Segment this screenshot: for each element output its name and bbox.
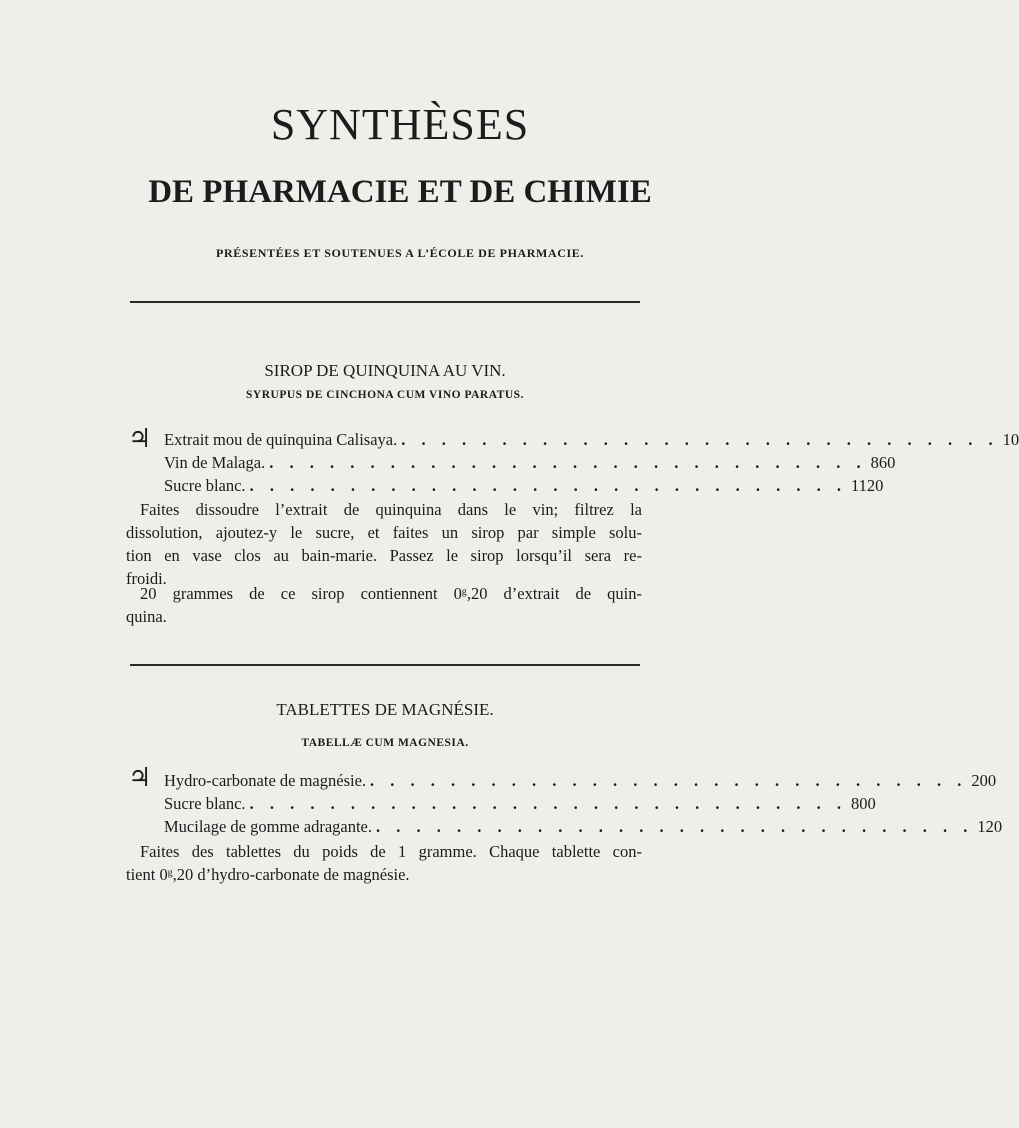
section-divider [130,664,640,666]
ingredient-name: Vin de Malaga. [164,453,266,472]
paragraph-line: Faites des tablettes du poids de 1 gramme. Chaque tablette con- [140,842,642,861]
ingredient-row [164,794,876,817]
ingredient-name: Sucre blanc. [164,476,246,495]
ingredient-row [164,430,1019,453]
dot-leader: . . . . . . . . . . . . . . . . . . . . . . . . . . . . . . [269,453,867,472]
rx-symbol-icon: ♃ [128,424,152,453]
ingredient-name: Hydro-carbonate de magnésie. [164,771,367,790]
instruction-paragraph [126,840,642,886]
rx-symbol-icon: ♃ [128,763,152,792]
ingredient-row [164,771,997,794]
dot-leader: . . . . . . . . . . . . . . . . . . . . . . . . . . . . . . [249,476,847,495]
paragraph-line: tient 0ᵍ,20 d’hydro-carbonate de magnésie. [126,865,410,884]
paragraph-line: Faites dissoudre l’extrait de quinquina dans le vin; filtrez la [140,500,642,519]
ingredient-row [164,476,884,499]
section-divider [130,301,640,303]
ingredient-quantity: 200 [971,771,997,790]
paragraph-line: quina. [126,607,167,626]
dot-leader: . . . . . . . . . . . . . . . . . . . . . . . . . . . . . . [249,794,847,813]
page-subtitle: DE PHARMACIE ET DE CHIMIE [148,174,652,210]
ingredient-name: Sucre blanc. [164,794,246,813]
instruction-paragraph [126,582,642,628]
ingredient-quantity: 860 [870,453,896,472]
paragraph-line: tion en vase clos au bain-marie. Passez le sirop lorsqu’il sera re- [126,546,642,565]
section-latin-title: TABELLÆ CUM MAGNESIA. [301,737,469,749]
ingredient-name: Extrait mou de quinquina Calisaya. [164,430,398,449]
section-title: SIROP DE QUINQUINA AU VIN. [264,361,506,380]
ingredient-name: Mucilage de gomme adragante. [164,817,372,836]
paragraph-line: froidi. [126,569,167,588]
ingredient-row [164,817,1003,840]
section-title: TABLETTES DE MAGNÉSIE. [276,700,494,719]
instruction-paragraph [126,498,642,590]
ingredient-quantity: 10 [1002,430,1019,449]
dot-leader: . . . . . . . . . . . . . . . . . . . . . . . . . . . . . . [376,817,974,836]
dot-leader: . . . . . . . . . . . . . . . . . . . . . . . . . . . . . . [370,771,968,790]
presented-line: PRÉSENTÉES ET SOUTENUES A L’ÉCOLE DE PHARMACIE. [216,246,584,260]
paragraph-line: dissolution, ajoutez-y le sucre, et faites un sirop par simple solu- [126,523,642,542]
section-latin-title: SYRUPUS DE CINCHONA CUM VINO PARATUS. [246,389,524,401]
ingredient-quantity: 800 [850,794,876,813]
ingredient-quantity: 1120 [850,476,884,495]
ingredient-quantity: 120 [977,817,1003,836]
page-title: SYNTHÈSES [270,100,530,149]
dot-leader: . . . . . . . . . . . . . . . . . . . . . . . . . . . . . . [401,430,999,449]
paragraph-line: 20 grammes de ce sirop contiennent 0ᵍ,20 d’extrait de quin- [140,584,642,603]
ingredient-row [164,453,896,476]
